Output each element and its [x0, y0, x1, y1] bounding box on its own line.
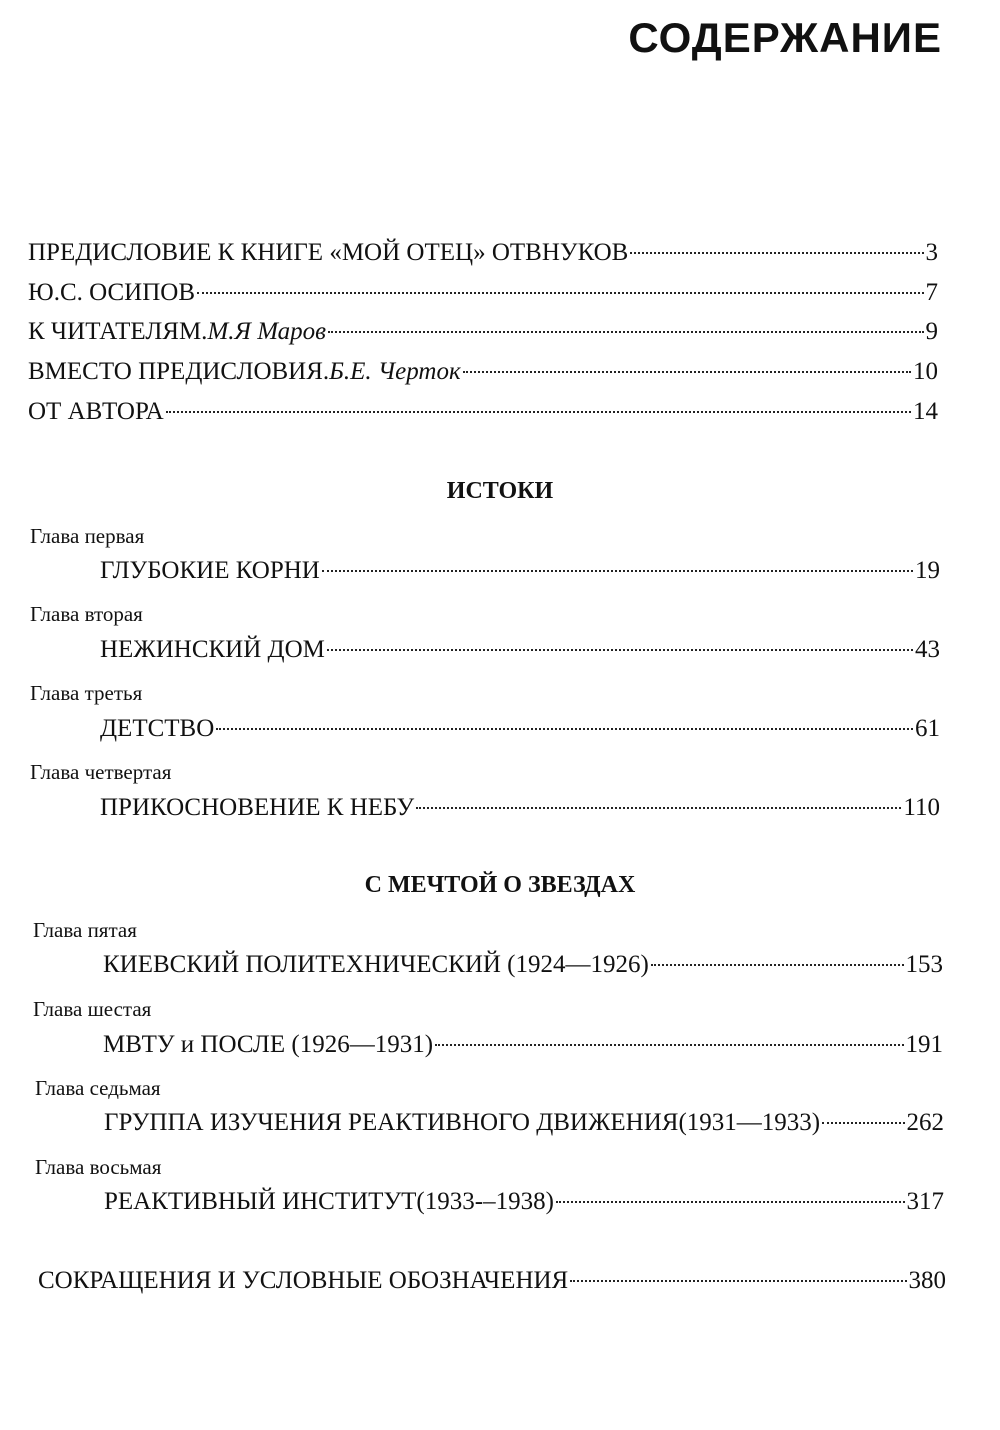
toc-entry-page: 317 [906, 1188, 944, 1215]
toc-entry-title: МВТУ и ПОСЛЕ (1926—1931) [103, 1031, 434, 1058]
toc-entry-page: 10 [913, 358, 938, 385]
dot-leader [197, 292, 924, 294]
toc-entry-page: 110 [903, 794, 940, 821]
toc-entry-page: 3 [925, 239, 938, 266]
toc-entry-title: НЕЖИНСКИЙ ДОМ [100, 636, 325, 663]
dot-leader [322, 570, 913, 572]
chapter-label: Глава первая [30, 524, 145, 548]
toc-entry-title: ГРУППА ИЗУЧЕНИЯ РЕАКТИВНОГО ДВИЖЕНИЯ(1931—1933) [104, 1109, 821, 1136]
toc-entry[interactable] [38, 1266, 946, 1296]
page-title: СОДЕРЖАНИЕ [628, 14, 942, 61]
toc-entry[interactable] [28, 317, 938, 347]
chapter-label: Глава пятая [33, 918, 137, 942]
toc-entry[interactable] [28, 278, 938, 308]
toc-entry-page: 380 [908, 1267, 946, 1294]
toc-entry-page: 262 [906, 1109, 944, 1136]
dot-leader [216, 728, 913, 730]
toc-entry-title: ПРЕДИСЛОВИЕ К КНИГЕ «МОЙ ОТЕЦ» ОТВНУКОВ [28, 239, 629, 266]
toc-entry[interactable] [104, 1108, 944, 1138]
toc-entry-author: М.Я Маров [207, 318, 327, 345]
part-heading: ИСТОКИ [446, 478, 554, 504]
toc-entry[interactable] [28, 397, 938, 427]
toc-entry[interactable] [104, 1187, 944, 1217]
dot-leader [435, 1044, 903, 1046]
part-heading: С МЕЧТОЙ О ЗВЕЗДАХ [364, 872, 636, 898]
toc-entry[interactable] [100, 793, 940, 823]
toc-entry[interactable] [103, 1030, 943, 1060]
toc-entry-title: РЕАКТИВНЫЙ ИНСТИТУТ(1933-–1938) [104, 1188, 554, 1215]
toc-entry-title: СОКРАЩЕНИЯ И УСЛОВНЫЕ ОБОЗНАЧЕНИЯ [38, 1267, 569, 1294]
toc-entry-author: Б.Е. Черток [329, 358, 461, 385]
toc-entry[interactable] [100, 635, 940, 665]
dot-leader [166, 411, 911, 413]
toc-entry[interactable] [28, 238, 938, 268]
toc-entry-title: ОТ АВТОРА [28, 398, 164, 425]
chapter-label: Глава шестая [33, 997, 152, 1021]
toc-entry[interactable] [28, 357, 938, 387]
toc-entry-title: Ю.С. ОСИПОВ [28, 279, 195, 306]
dot-leader [556, 1201, 905, 1203]
toc-entry-page: 7 [925, 279, 938, 306]
dot-leader [463, 371, 911, 373]
toc-entry-page: 43 [915, 636, 940, 663]
dot-leader [822, 1122, 904, 1124]
toc-entry-page: 191 [905, 1031, 943, 1058]
toc-entry-title: КИЕВСКИЙ ПОЛИТЕХНИЧЕСКИЙ (1924—1926) [103, 951, 649, 978]
chapter-label: Глава четвертая [30, 760, 172, 784]
toc-entry-page: 61 [915, 715, 940, 742]
toc-entry-page: 14 [913, 398, 938, 425]
toc-entry-title: ВМЕСТО ПРЕДИСЛОВИЯ. [28, 358, 330, 385]
chapter-label: Глава восьмая [35, 1155, 162, 1179]
toc-entry[interactable] [100, 556, 940, 586]
chapter-label: Глава третья [30, 681, 143, 705]
dot-leader [416, 807, 901, 809]
chapter-label: Глава вторая [30, 602, 143, 626]
dot-leader [570, 1280, 906, 1282]
toc-entry-page: 153 [905, 951, 943, 978]
toc-entry-title: ПРИКОСНОВЕНИЕ К НЕБУ [100, 794, 415, 821]
dot-leader [327, 649, 913, 651]
toc-entry[interactable] [100, 714, 940, 744]
toc-entry-title: ГЛУБОКИЕ КОРНИ [100, 557, 320, 584]
dot-leader [630, 252, 923, 254]
toc-entry[interactable] [103, 950, 943, 980]
toc-entry-page: 9 [925, 318, 938, 345]
dot-leader [651, 964, 904, 966]
chapter-label: Глава седьмая [35, 1076, 161, 1100]
toc-entry-title: К ЧИТАТЕЛЯМ. [28, 318, 208, 345]
toc-entry-title: ДЕТСТВО [100, 715, 215, 742]
toc-entry-page: 19 [915, 557, 940, 584]
dot-leader [328, 331, 923, 333]
